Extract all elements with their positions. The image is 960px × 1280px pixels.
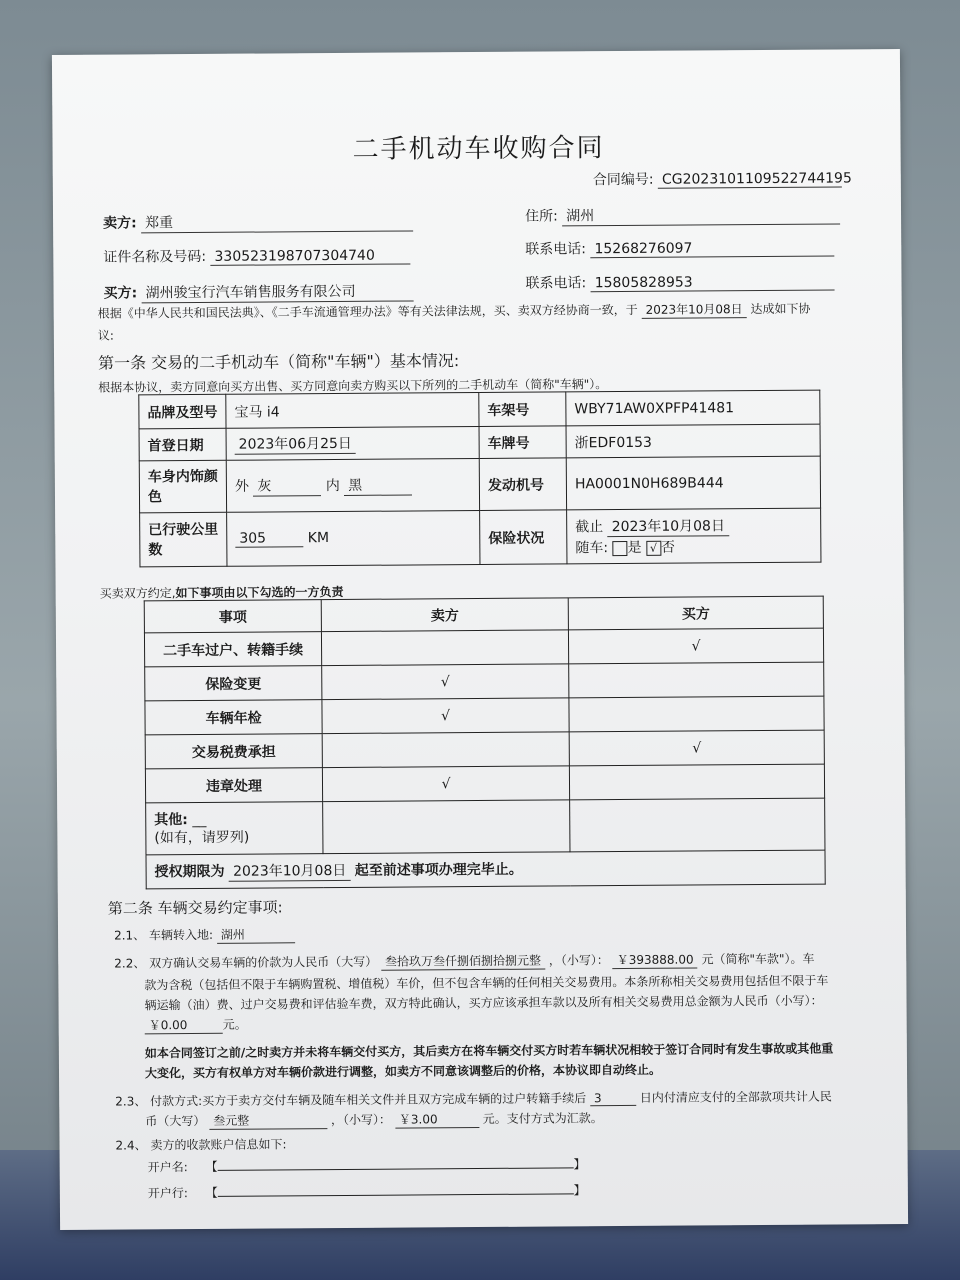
ins-no-checkbox[interactable]: √	[646, 540, 661, 555]
c22-fee: ￥0.00	[145, 1016, 223, 1035]
c23-a: 付款方式:买方于卖方交付车辆及随车相关文件并且双方完成车辆的过户转籍手续后	[150, 1091, 587, 1109]
ins-follow-label: 随车:	[575, 540, 609, 557]
int-color: 黑	[344, 474, 412, 495]
engine-value: HA0001N0H689B444	[566, 456, 820, 510]
c22-a: 双方确认交易车辆的价款为人民币（大写）	[149, 954, 378, 971]
intro-text-a: 根据《中华人民共和国民法典》、《二手车流通管理办法》等有关法律法规，买、卖双方经协商一致，于	[97, 302, 638, 321]
contract-number-value: CG20231011095227441​95	[658, 170, 842, 188]
seller-row	[103, 210, 413, 233]
mileage-unit: KM	[307, 530, 330, 547]
table-row	[144, 628, 823, 667]
other-hint: (如有，请罗列)	[154, 829, 250, 846]
intro-line	[98, 300, 811, 323]
c23-amount-cn: 叁元整	[209, 1111, 327, 1130]
c23-no: 2.3、	[115, 1094, 147, 1109]
c23-e: 元。支付方式为汇款。	[482, 1111, 603, 1126]
other-value: __	[192, 811, 207, 828]
reg-date-value: 2023年06月25日	[235, 433, 356, 455]
seller-phone-row	[525, 237, 834, 259]
clause-2-3-line1	[115, 1088, 832, 1110]
c22-c: 元（简称"车款"）。车	[701, 951, 815, 967]
duty-item: 二手车过户、转籍手续	[144, 632, 321, 667]
c22-line3: 辆运输（油）费、过户交易费和评估验车费，双方特此确认，买方应该承担车款以及所有相关交易费用总金额为人民币（小写）：	[144, 993, 823, 1013]
duty-item: 保险变更	[145, 666, 322, 701]
c24-no: 2.4、	[115, 1138, 147, 1153]
intro-text-c: 议:	[97, 328, 114, 343]
clause-2-3-line2	[145, 1109, 602, 1130]
ins-no-label: 否	[660, 539, 676, 556]
color-cell	[226, 459, 479, 513]
buyer-label: 买方:	[103, 285, 138, 302]
account-name-label: 开户名:	[147, 1160, 188, 1175]
duty-buyer-check: √	[568, 628, 823, 664]
duty-seller-check: √	[322, 766, 569, 802]
seller-name: 郑重	[141, 210, 413, 233]
seller-phone-label: 联系电话:	[525, 241, 587, 258]
intro-text-b: 达成如下协	[750, 301, 811, 317]
other-buyer-cell	[570, 798, 825, 852]
plate-label: 车牌号	[479, 426, 566, 459]
ins-until-date: 2023年10月08日	[608, 515, 729, 537]
account-bank-label: 开户行:	[147, 1186, 188, 1201]
auth-row	[146, 850, 825, 889]
auth-label: 授权期限为	[154, 863, 225, 881]
contract-number-label: 合同编号:	[592, 171, 654, 189]
duty-buyer-check: √	[569, 730, 824, 766]
c22-fee-line	[145, 1016, 247, 1035]
c22-price: ￥393888.00	[613, 950, 698, 969]
address-value: 湖州	[562, 203, 840, 226]
c21-no: 2.1、	[114, 928, 146, 943]
buyer-phone-row	[525, 271, 834, 293]
duty-seller-check	[322, 732, 569, 768]
account-name-row	[148, 1153, 586, 1175]
buyer-phone: 15805828953	[591, 274, 835, 293]
color-label: 车身内饰颜色	[139, 460, 226, 513]
auth-date: 2023年10月08日	[229, 860, 350, 882]
id-row	[103, 244, 410, 266]
responsibility-table	[144, 596, 826, 890]
seller-phone: 15268276097	[590, 240, 834, 259]
duty-seller-check	[321, 630, 568, 666]
vin-label: 车架号	[479, 392, 566, 427]
vin-value: WBY71AW0XPFP41481	[566, 390, 820, 426]
other-seller-cell	[323, 800, 570, 854]
article1-sub: 根据本协议，卖方同意向买方出售、买方同意向卖方购买以下所列的二手机动车（简称"车辆"）。	[98, 377, 608, 395]
c22-no: 2.2、	[114, 956, 146, 971]
account-bank-field[interactable]	[218, 1179, 574, 1196]
mileage-value: 305	[235, 530, 303, 547]
ext-label: 外	[234, 478, 249, 495]
bracket-close: 】	[573, 1157, 586, 1172]
duty-item: 交易税费承担	[145, 734, 322, 769]
c23-d: ，（小写）：	[330, 1112, 392, 1128]
other-label: 其他:	[154, 811, 188, 828]
duty-buyer-check	[569, 696, 824, 732]
table-row	[145, 662, 824, 701]
ins-yes-label: 是	[627, 539, 642, 556]
article1-heading: 第一条 交易的二手机动车（简称"车辆"）基本情况:	[97, 351, 460, 373]
c21-label: 车辆转入地:	[148, 927, 214, 943]
c21-value: 湖州	[217, 925, 295, 944]
intro-date: 2023年10月08日	[641, 300, 746, 319]
plate-value: 浙EDF0153	[566, 424, 820, 458]
brand-value: 宝马 i4	[226, 393, 479, 429]
id-label: 证件名称及号码:	[103, 248, 207, 266]
buyer-phone-label: 联系电话:	[525, 275, 587, 292]
ins-yes-checkbox[interactable]	[612, 540, 627, 555]
bracket-open: 【	[205, 1185, 218, 1200]
mileage-label: 已行驶公里数	[140, 512, 227, 567]
c23-days: 3	[590, 1091, 636, 1106]
duty-item: 违章处理	[145, 768, 322, 803]
auth-tail: 起至前述事项办理完毕止。	[354, 861, 523, 879]
c22-fee-unit: 元。	[222, 1017, 247, 1032]
contract-number-row	[592, 167, 852, 189]
other-row	[146, 798, 825, 855]
insurance-label: 保险状况	[480, 510, 567, 565]
seller-label: 卖方:	[103, 215, 137, 232]
table-row	[145, 764, 824, 803]
duty-intro-a: 买卖双方约定,	[99, 586, 176, 601]
document-title: 二手机动车收购合同	[352, 133, 605, 165]
engine-label: 发动机号	[479, 458, 566, 511]
vehicle-info-table	[138, 390, 821, 568]
article2-heading: 第二条 车辆交易约定事项:	[107, 898, 283, 918]
c23-amount: ￥3.00	[395, 1110, 479, 1129]
duty-buyer-check	[569, 764, 824, 800]
duty-seller-check: √	[322, 698, 569, 734]
ins-until-label: 截止	[575, 519, 604, 536]
duty-intro-b: 如下事项由以下勾选的一方负责	[175, 584, 344, 601]
brand-label: 品牌及型号	[139, 394, 226, 429]
bold-clause-line2: 大变化，买方有权单方对车辆价款进行调整，如卖方不同意该调整后的价格，本协议即自动终止。	[144, 1062, 662, 1081]
buyer-row	[103, 280, 413, 303]
bracket-open: 【	[205, 1159, 218, 1174]
bracket-close: 】	[573, 1183, 586, 1198]
duty-item: 车辆年检	[145, 700, 322, 735]
duty-seller-check: √	[322, 664, 569, 700]
clause-2-4	[115, 1135, 286, 1153]
contract-paper	[52, 49, 908, 1230]
account-bank-row	[148, 1179, 586, 1201]
c23-c: 币（大写）	[145, 1113, 206, 1129]
int-label: 内	[325, 477, 340, 495]
c23-b: 日内付清应支付的全部款项共计人民	[639, 1089, 832, 1105]
id-number: 330523198707304740	[210, 247, 410, 265]
table-row	[145, 696, 824, 735]
col-seller-header: 卖方	[321, 598, 568, 632]
c22-price-cn: 叁拾玖万叁仟捌佰捌拾捌元整	[381, 952, 545, 971]
col-item-header: 事项	[144, 600, 321, 633]
bold-clause-line1: 如本合同签订之前/之时卖方并未将车辆交付买方，其后卖方在将车辆交付买方时若车辆状况相较于签订合同时有发生事故或其他重	[144, 1041, 834, 1061]
address-label: 住所:	[524, 208, 558, 225]
mileage-cell	[227, 510, 480, 566]
table-row	[145, 730, 824, 769]
ext-color: 灰	[253, 475, 321, 496]
c24-label: 卖方的收款账户信息如下:	[150, 1137, 287, 1153]
duty-buyer-check	[569, 662, 824, 698]
auth-cell	[146, 850, 825, 889]
reg-date-label: 首登日期	[139, 428, 226, 461]
clause-2-2-line1	[114, 950, 814, 973]
c22-b: ，（小写）：	[548, 953, 609, 968]
address-row	[525, 203, 840, 226]
insurance-cell	[567, 508, 821, 564]
c22-line2: 款为含税（包括但不限于车辆购置税、增值税）车价，但不包含车辆的任何相关交易费用。本条所称相关交易费用包括但不限于车	[144, 973, 829, 993]
account-name-field[interactable]	[217, 1153, 573, 1170]
clause-2-1	[114, 925, 295, 944]
col-buyer-header: 买方	[568, 596, 823, 630]
buyer-name: 湖州骏宝行汽车销售服务有限公司	[142, 280, 414, 303]
other-cell	[146, 802, 323, 855]
